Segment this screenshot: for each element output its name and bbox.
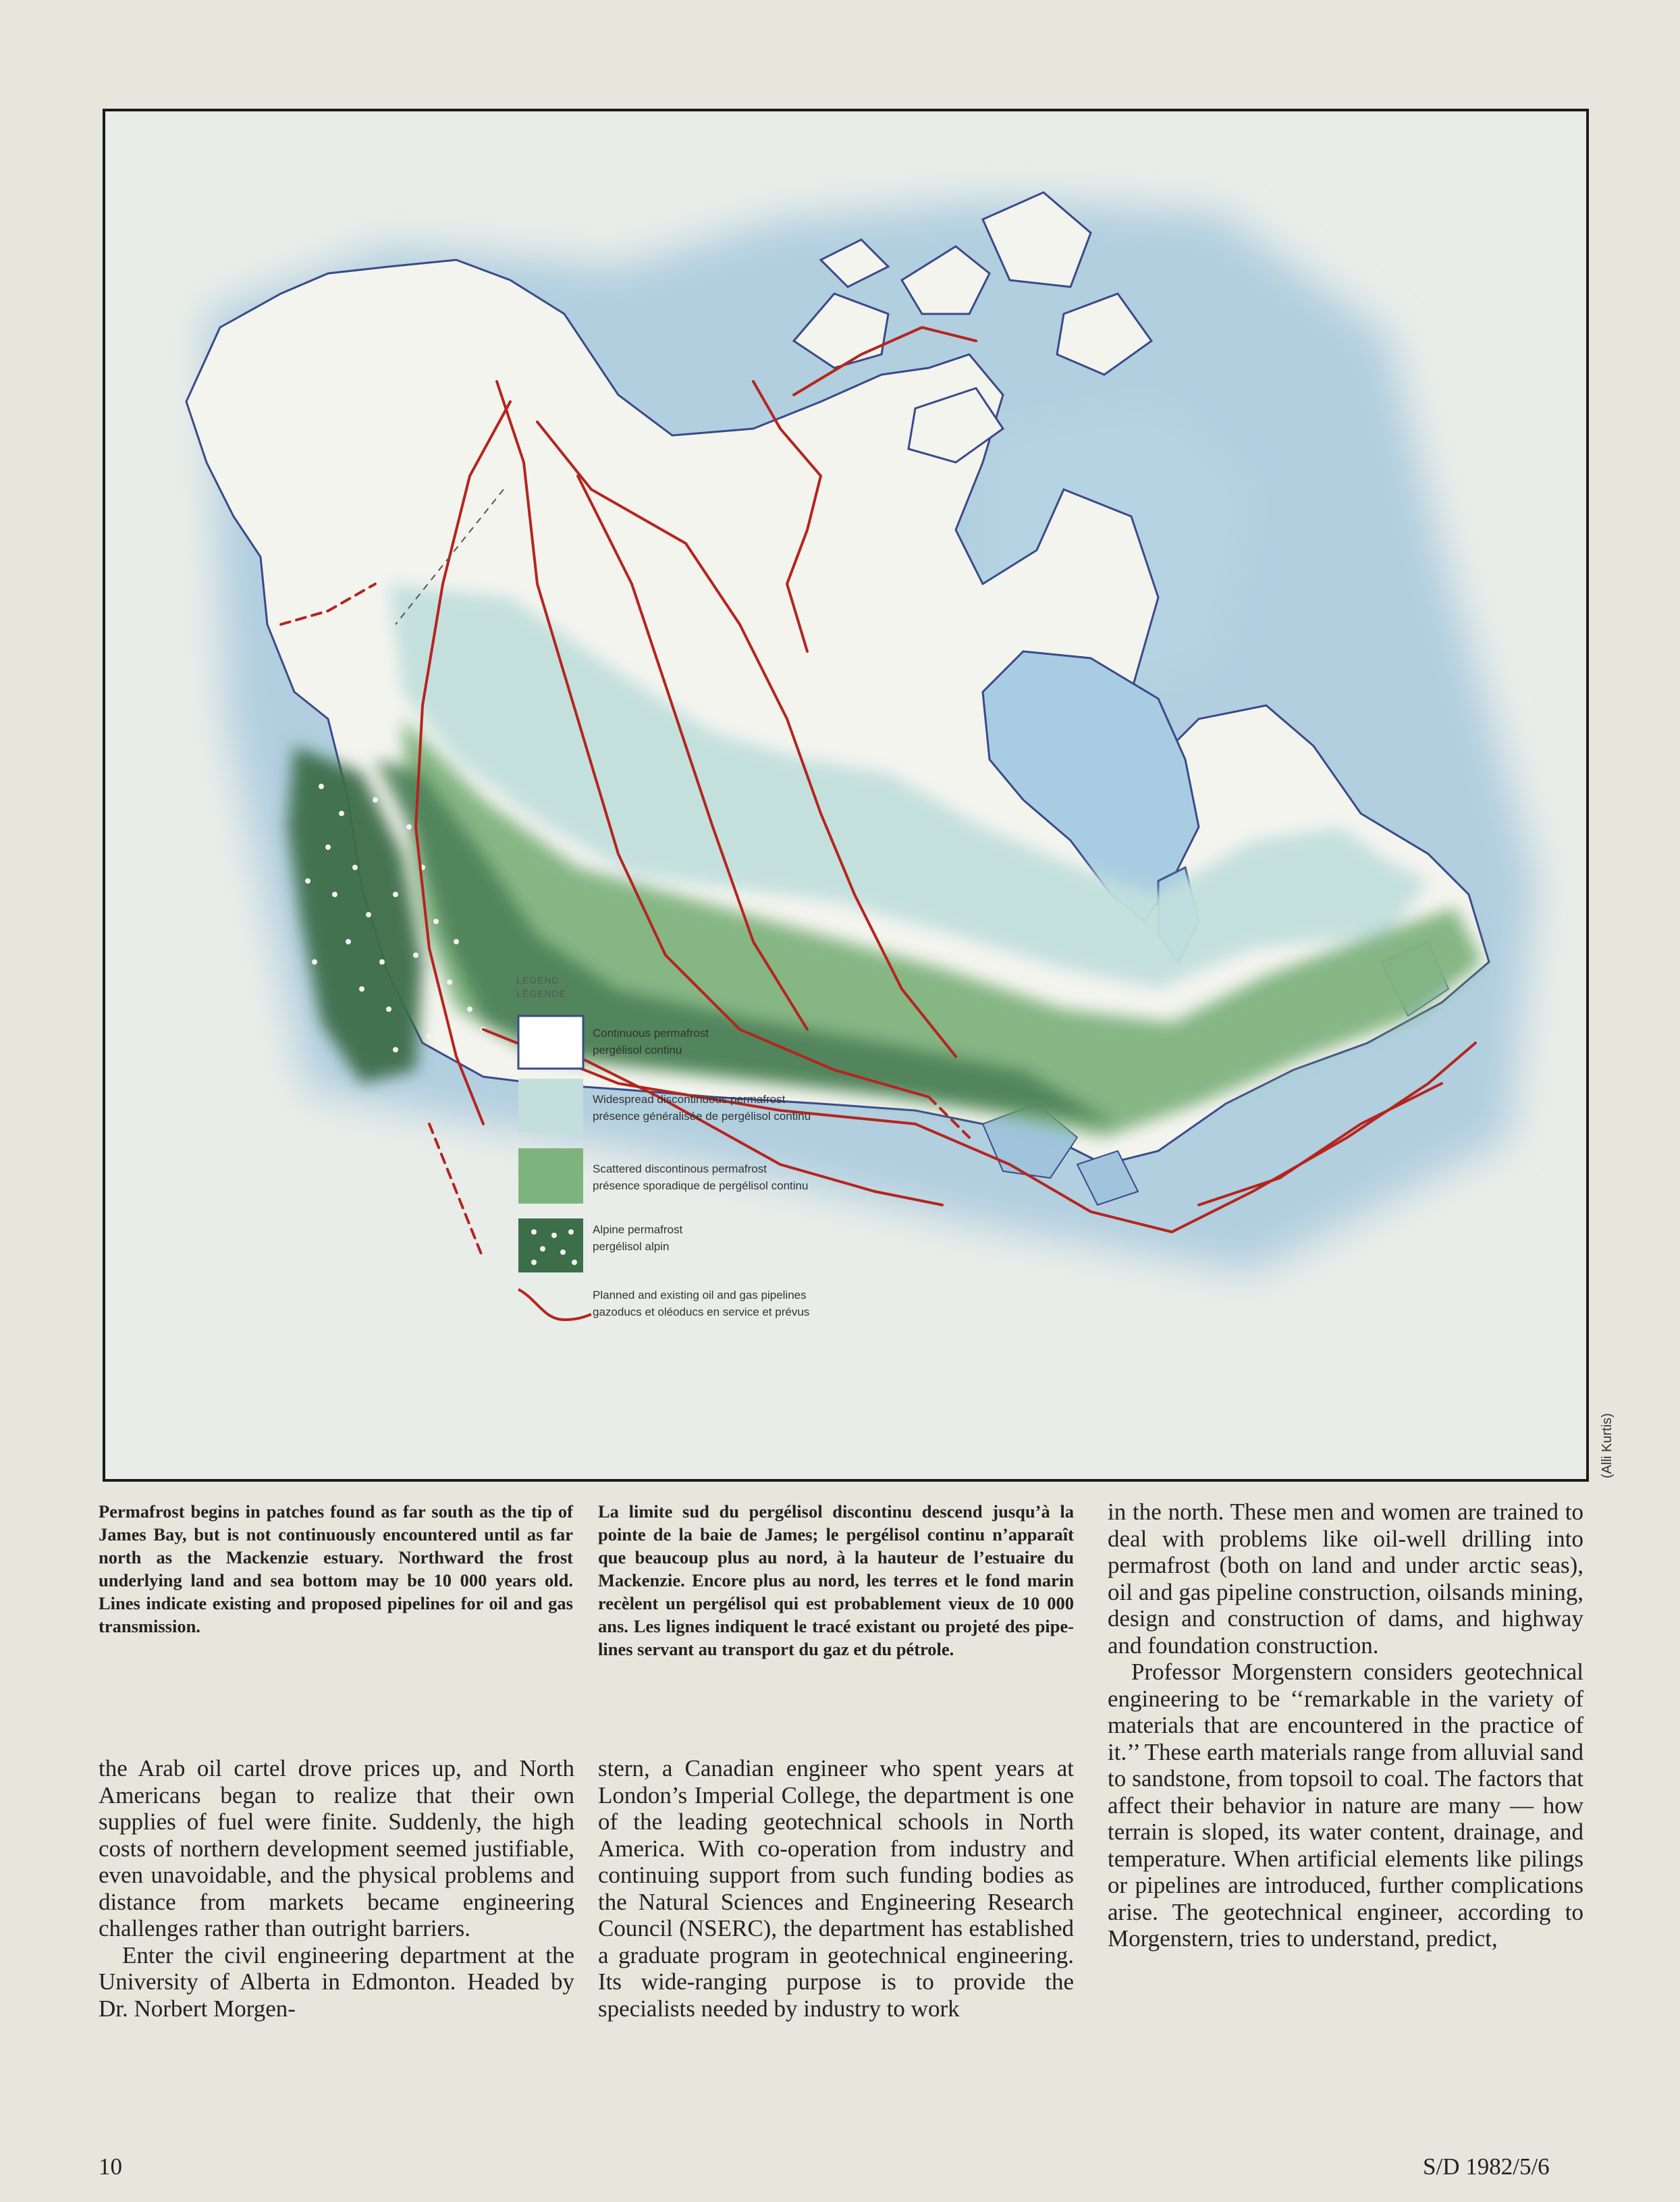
legend-alpine-en: Alpine permafrost <box>593 1223 683 1236</box>
legend-continuous-fr: pergélisol continu <box>593 1044 682 1056</box>
article-column-1 <box>99 1755 574 2022</box>
legend-pipeline-en: Planned and existing oil and gas pipelines <box>593 1289 807 1301</box>
legend-widespread-en: Widespread discontinuous permafrost <box>593 1093 786 1106</box>
col3-paragraph-2: Professor Morgenstern considers geotechnical engineering to be ‘‘remarkable in the variety of materials that are encountered in the practice of it.’’ These earth materials range from alluvial sand to sandstone, from topsoil to coal. The factors that affect their behavior in nature are many — how terrain is sloped, its water content, drainage, and temperature. When artificial elements like pilings or pipelines are introduced, further complications arise. The geotechnical engineer, according to Morgenstern, tries to understand, predict, <box>1108 1659 1583 1952</box>
legend-pipeline-fr: gazoducs et oléoducs en service et prévus <box>593 1306 810 1318</box>
legend-swatch-scattered <box>518 1148 583 1204</box>
caption-french: La limite sud du pergélisol discontinu descend jusqu’à la pointe de la baie de James; le pergélisol continu n’apparaît que beaucoup plus au nord, à la hauteur de l’estuaire du Mackenzie. Encore plus au nord, les terres et le fond marin recèlent un pergélisol qui est probablement vieux de 10 000 ans. Les lignes indiquent le tracé existant ou projeté des pipe-lines servant au transport du gaz et du pétrole. <box>598 1501 1074 1659</box>
photo-credit: (Alli Kurtis) <box>1600 1413 1615 1478</box>
legend-scattered-fr: présence sporadique de pergélisol continu <box>593 1179 809 1192</box>
issue-label: S/D 1982/5/6 <box>1423 2153 1550 2180</box>
col1-paragraph-1: the Arab oil cartel drove prices up, and North Americans began to realize that their own supplies of fuel were finite. Suddenly, the high costs of northern development seemed justifiable, even unavoidable, and the physical problems and distance from markets became engineering challenges rather than outright barriers. <box>99 1755 574 1941</box>
legend-scattered-en: Scattered discontinous permafrost <box>593 1162 767 1175</box>
legend-alpine-fr: pergélisol alpin <box>593 1240 670 1253</box>
col3-paragraph-1: in the north. These men and women are trained to deal with problems like oil-well drilling into permafrost (both on land and under arctic seas), oil and gas pipeline construction, oilsands mining, design and construction of dams, and highway and foundation construction. <box>1108 1499 1583 1659</box>
article-column-3 <box>1108 1499 1583 1952</box>
legend-title-fr: LÉGENDE <box>516 988 566 999</box>
legend-title-en: LEGEND <box>516 975 560 986</box>
legend-widespread-fr: présence généralisée de pergélisol continu <box>593 1110 811 1123</box>
legend-swatch-pipeline <box>518 1289 591 1320</box>
page-number: 10 <box>99 2153 122 2180</box>
legend-swatch-continuous <box>518 1016 583 1069</box>
legend-swatches <box>518 1016 591 1320</box>
legend-continuous-en: Continuous permafrost <box>593 1027 709 1040</box>
article-column-2 <box>598 1755 1074 2022</box>
permafrost-map <box>105 111 1586 1479</box>
legend-swatch-widespread <box>518 1079 583 1133</box>
caption-english: Permafrost begins in patches found as far south as the tip of James Bay, but is not continuously encountered until as far north as the Mackenzie estuary. Northward the frost underlying land and sea bottom may be 10 000 years old. Lines indicate existing and proposed pipelines for oil and gas transmission. <box>99 1501 573 1636</box>
col2-paragraph-1: stern, a Canadian engineer who spent years at London’s Imperial College, the department is one of the leading geotechnical schools in North America. With co-operation from industry and continuing support from such funding bodies as the Natural Sciences and Engineering Research Council (NSERC), the department has established a graduate program in geotechnical engineering. Its wide-ranging purpose is to provide the specialists needed by industry to work <box>598 1755 1074 2022</box>
col1-paragraph-2: Enter the civil engineering department at the University of Alberta in Edmonton. Headed by Dr. Norbert Morgen- <box>99 1941 574 2022</box>
permafrost-map-figure <box>103 109 1589 1482</box>
